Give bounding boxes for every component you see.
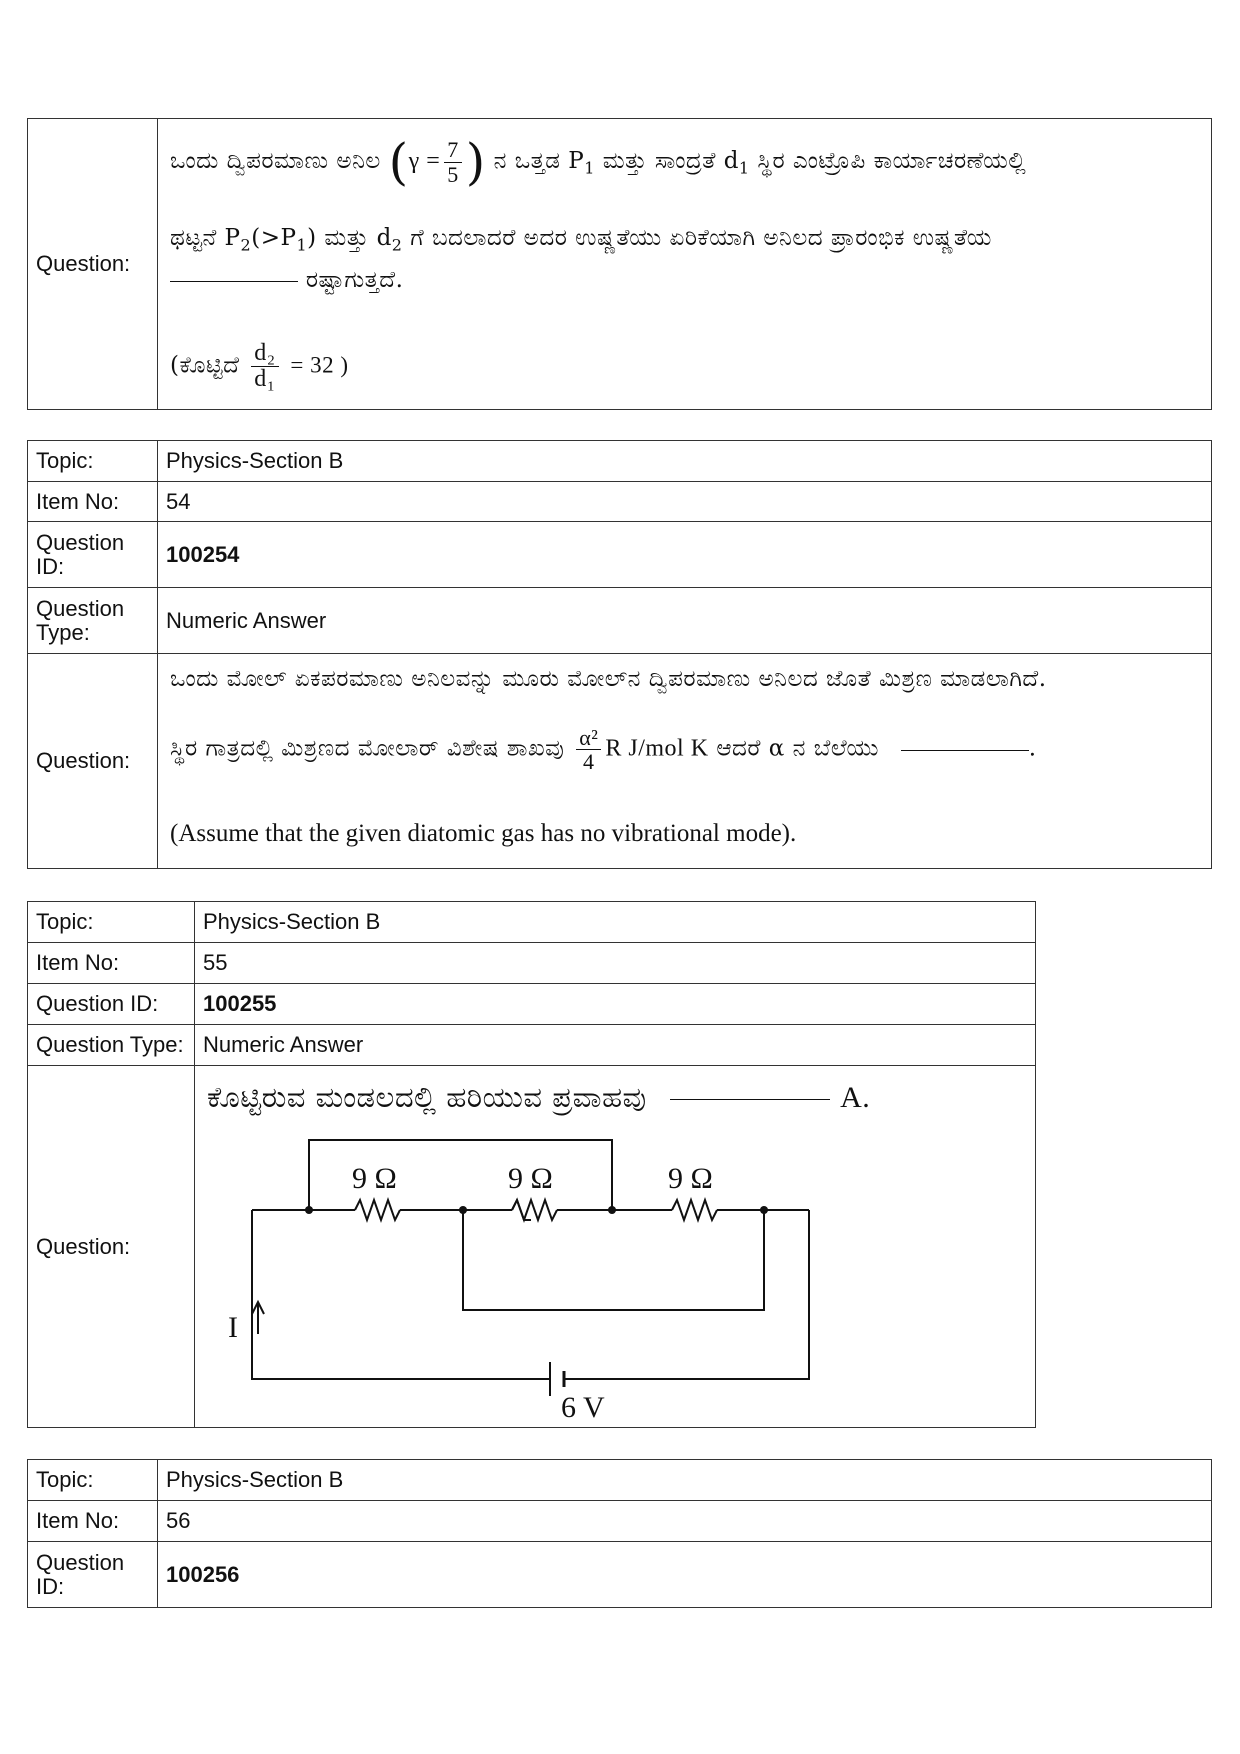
question-id-row [28, 1542, 1212, 1608]
paren-open: ( [388, 133, 409, 191]
question-block-1 [27, 118, 1212, 410]
item-value: 55 [195, 943, 1036, 984]
question-line-3: (Assume that the given diatomic gas has no vibrational mode). [170, 820, 797, 847]
circuit-node [760, 1206, 768, 1214]
item-value: 54 [158, 482, 1212, 522]
item-row [28, 482, 1212, 522]
question-id-value: 100255 [195, 984, 1036, 1025]
item-row [28, 1501, 1212, 1542]
question-line-1: ಒಂದು ಮೋಲ್ ಏಕಪರಮಾಣು ಅನಿಲವನ್ನು ಮೂರು ಮೋಲ್‌ನ ದ್ವಿಪರಮಾಣು ಅನಿಲದ ಜೊತೆ ಮಿಶ್ರಣ ಮಾಡಲಾಗಿದೆ. [170, 666, 1047, 692]
topic-label: Topic: [28, 1460, 158, 1501]
item-label: Item No: [28, 943, 195, 984]
topic-label: Topic: [28, 441, 158, 482]
question-content [195, 1066, 1036, 1428]
topic-row [28, 902, 1036, 943]
resistor-1-label: 9 Ω [352, 1162, 397, 1195]
question-row [28, 1066, 1036, 1428]
question-block-3 [27, 901, 1036, 1428]
question-id-label: Question ID: [28, 522, 158, 588]
current-label: I [228, 1311, 238, 1344]
question-content [158, 654, 1212, 869]
answer-blank [670, 1098, 830, 1100]
circuit-node [305, 1206, 313, 1214]
question-id-row [28, 522, 1212, 588]
question-line-2: ಸ್ಥಿರ ಗಾತ್ರದಲ್ಲಿ ಮಿಶ್ರಣದ ಮೋಲಾರ್ ವಿಶೇಷ ಶಾಖವು $\frac{\text{α²}}{4}$ R J/mol K ಆದರೆ α ನ ಬೆಲೆಯು . [170, 725, 1037, 775]
question-row [28, 654, 1212, 869]
item-label: Item No: [28, 1501, 158, 1542]
question-block-4 [27, 1459, 1212, 1608]
question-type-value: Numeric Answer [195, 1025, 1036, 1066]
question-line-1: ಒಂದು ದ್ವಿಪರಮಾಣು ಅನಿಲ (γ = $\frac{7}{5}$ ) ನ ಒತ್ತಡ $P_1$ ಮತ್ತು ಸಾಂದ್ರತೆ $d_1$ ಸ್ಥಿರ ಎಂಟ್ರೊಪಿ ಕಾರ್ಯಾಚರಣೆಯಲ್ಲಿ [170, 133, 1027, 191]
item-value: 56 [158, 1501, 1212, 1542]
question-line-3: ರಷ್ಟಾಗುತ್ತದೆ. [170, 267, 1211, 293]
question-line-2: ಥಟ್ಟನೆ $P_2(>P_1)$ ಮತ್ತು $d_2$ ಗೆ ಬದಲಾದರೆ ಅದರ ಉಷ್ಣತೆಯು ಏರಿಕೆಯಾಗಿ ಅನಿಲದ ಪ್ರಾರಂಭಿಕ ಉಷ್ಣತೆಯ [170, 225, 992, 255]
battery-label: 6 V [561, 1391, 605, 1424]
question-label: Question: [28, 1066, 195, 1428]
topic-row [28, 441, 1212, 482]
item-label: Item No: [28, 482, 158, 522]
answer-blank [170, 280, 298, 282]
circuit-node [459, 1206, 467, 1214]
topic-value: Physics-Section B [158, 1460, 1212, 1501]
question-type-row [28, 588, 1212, 654]
topic-value: Physics-Section B [158, 441, 1212, 482]
resistor-3-label: 9 Ω [668, 1162, 713, 1195]
question-id-value: 100254 [158, 522, 1212, 588]
circuit-diagram [195, 1124, 895, 1424]
item-row [28, 943, 1036, 984]
alpha-fraction: $\frac{\text{α²}}{4}$ [576, 726, 601, 773]
question-type-label: Question Type: [28, 588, 158, 654]
paren-close: ) [465, 133, 486, 191]
circuit-node [608, 1206, 616, 1214]
question-id-value: 100256 [158, 1542, 1212, 1608]
question-type-label: Question Type: [28, 1025, 195, 1066]
question-type-row [28, 1025, 1036, 1066]
question-label: Question: [28, 654, 158, 869]
resistor-2-label: 9 Ω [508, 1162, 553, 1195]
gamma-fraction: $\frac{7}{5}$ [444, 138, 462, 185]
question-line-4: (ಕೊಟ್ಟಿದೆ $\frac{\text{d₂}}{\text{d₁}}$ = 32 ) [170, 340, 349, 393]
question-type-value: Numeric Answer [158, 588, 1212, 654]
question-line-1: ಕೊಟ್ಟಿರುವ ಮಂಡಲದಲ್ಲಿ ಹರಿಯುವ ಪ್ರವಾಹವು A. [207, 1080, 871, 1114]
topic-row [28, 1460, 1212, 1501]
question-id-row [28, 984, 1036, 1025]
question-id-label: Question ID: [28, 984, 195, 1025]
question-id-label: Question ID: [28, 1542, 158, 1608]
question-block-2 [27, 440, 1212, 869]
question-label: Question: [28, 119, 158, 410]
question-content [158, 119, 1212, 410]
topic-label: Topic: [28, 902, 195, 943]
density-ratio-fraction: $\frac{\text{d₂}}{\text{d₁}}$ [251, 341, 278, 392]
topic-value: Physics-Section B [195, 902, 1036, 943]
answer-blank [901, 749, 1029, 751]
